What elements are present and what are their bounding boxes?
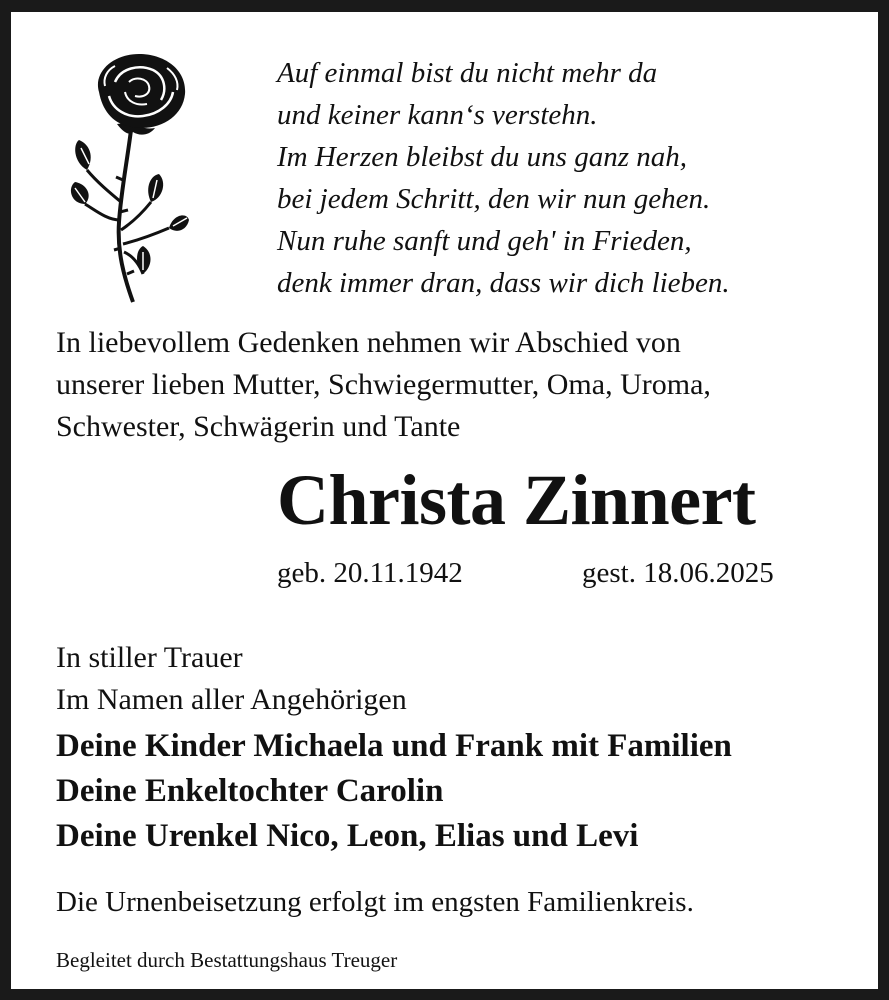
intro-line: unserer lieben Mutter, Schwiegermutter, Oma, Uroma, bbox=[56, 368, 711, 401]
farewell-intro bbox=[56, 322, 856, 448]
burial-note: Die Urnenbeisetzung erfolgt im engsten Familienkreis. bbox=[56, 886, 694, 918]
family-line: Deine Kinder Michaela und Frank mit Familien bbox=[56, 728, 732, 764]
poem-line: Auf einmal bist du nicht mehr da bbox=[277, 57, 658, 89]
mourning-line: Im Namen aller Angehörigen bbox=[56, 683, 407, 716]
family-line: Deine Enkeltochter Carolin bbox=[56, 773, 444, 809]
family-signatures bbox=[56, 724, 886, 859]
poem-line: denk immer dran, dass wir dich lieben. bbox=[277, 267, 730, 299]
intro-line: In liebevollem Gedenken nehmen wir Abschied von bbox=[56, 326, 681, 359]
poem-line: bei jedem Schritt, den wir nun gehen. bbox=[277, 183, 711, 215]
poem-line: und keiner kann‘s verstehn. bbox=[277, 99, 598, 131]
mourning-lines bbox=[56, 637, 876, 721]
death-date: gest. 18.06.2025 bbox=[582, 557, 774, 589]
rose-icon bbox=[69, 52, 191, 304]
poem bbox=[277, 52, 867, 304]
poem-line: Im Herzen bleibst du uns ganz nah, bbox=[277, 141, 688, 173]
mourning-line: In stiller Trauer bbox=[56, 641, 243, 674]
poem-line: Nun ruhe sanft und geh' in Frieden, bbox=[277, 225, 692, 257]
deceased-name: Christa Zinnert bbox=[277, 460, 756, 540]
intro-line: Schwester, Schwägerin und Tante bbox=[56, 410, 461, 443]
family-line: Deine Urenkel Nico, Leon, Elias und Levi bbox=[56, 818, 639, 854]
undertaker-credit: Begleitet durch Bestattungshaus Treuger bbox=[56, 948, 398, 972]
birth-date: geb. 20.11.1942 bbox=[277, 557, 463, 589]
